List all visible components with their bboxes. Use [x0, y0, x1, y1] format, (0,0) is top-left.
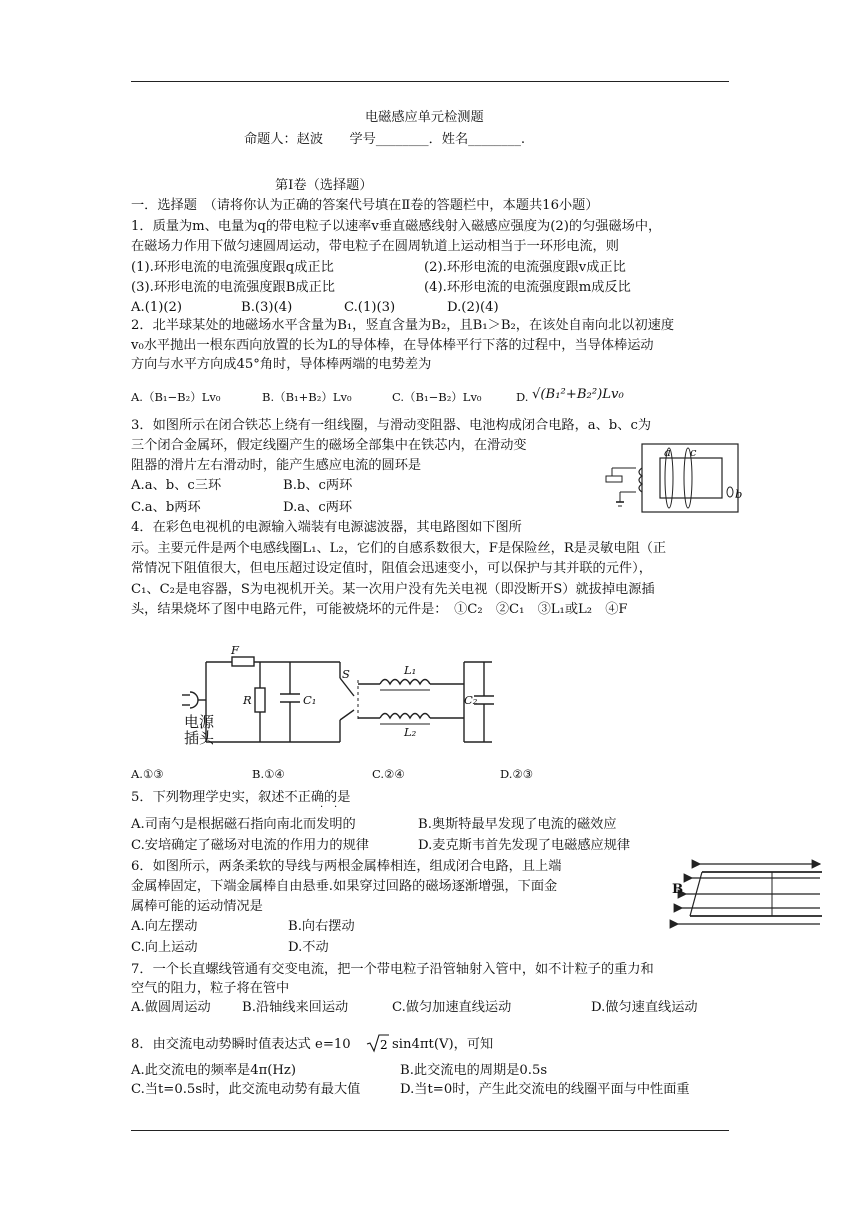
q4-l1-label: L₁ [404, 663, 417, 677]
q6-option-a: A.向左摆动 [131, 919, 198, 934]
q3-iron-core-diagram [602, 440, 742, 520]
q6-magnetic-field-diagram [672, 852, 822, 932]
q4-line4: C₁、C₂是电容器，S为电视机开关。某一次用户没有先关电视（即没断开S）就拔掉电源插 [131, 582, 655, 597]
page-title: 电磁感应单元检测题 [365, 110, 484, 125]
q2-line1: 2．北半球某处的地磁场水平含量为B₁，竖直含量为B₂，且B₁＞B₂，在该处自南向北以初速度 [131, 318, 675, 333]
q4-line2: 示。主要元件是两个电感线圈L₁、L₂，它们的自感系数很大，F是保险丝，R是灵敏电阻（正 [131, 541, 667, 556]
q7-option-a: A.做圆周运动 [131, 1000, 211, 1015]
q4-fuse-label: F [231, 643, 239, 657]
q1-option-d: D.(2)(4) [447, 300, 499, 315]
q3-line3: 阻器的滑片左右滑动时，能产生感应电流的圆环是 [131, 458, 422, 473]
q5-option-a: A.司南勺是根据磁石指向南北而发明的 [131, 817, 356, 832]
q4-switch-label: S [342, 667, 350, 681]
q6-line3: 属棒可能的运动情况是 [131, 899, 263, 914]
q3-option-d: D.a、c两环 [283, 500, 353, 515]
q1-statement-2: (2).环形电流的电流强度跟v成正比 [424, 260, 626, 275]
q4-plug-label-1: 电源 [184, 713, 215, 731]
svg-text:2: 2 [380, 1038, 388, 1052]
q6-option-c: C.向上运动 [131, 940, 198, 955]
q3-ring-a-label: a [664, 445, 671, 459]
emphasis-dot: · [320, 802, 324, 813]
q7-option-d: D.做匀速直线运动 [591, 1000, 698, 1015]
q3-option-b: B.b、c两环 [283, 478, 353, 493]
q1-statement-1: (1).环形电流的电流强度跟q成正比 [131, 260, 334, 275]
q1-statement-4: (4).环形电流的电流强度跟m成反比 [424, 280, 631, 295]
q3-line1: 3．如图所示在闭合铁芯上绕有一组线圈，与滑动变阻器、电池构成闭合电路，a、b、c为 [131, 418, 652, 433]
q1-line1: 1．质量为m、电量为q的带电粒子以速率v垂直磁感线射入磁感应强度为(2)的匀强磁场中， [131, 219, 662, 234]
q2-line3: 方向与水平方向成45°角时，导体棒两端的电势差为 [131, 357, 432, 372]
q8-option-b: B.此交流电的周期是0.5s [400, 1063, 548, 1078]
q3-option-a: A.a、b、c三环 [131, 478, 222, 493]
q7-line2: 空气的阻力，粒子将在管中 [131, 981, 290, 996]
q4-filter-circuit-diagram [180, 640, 500, 750]
q4-line1: 4．在彩色电视机的电源输入端装有电源滤波器，其电路图如下图所 [131, 520, 522, 535]
q1-statement-3: (3).环形电流的电流强度跟B成正比 [131, 280, 335, 295]
q3-ring-c-label: c [690, 445, 697, 459]
q3-option-c: C.a、b两环 [131, 500, 201, 515]
q4-line5: 头，结果烧坏了图中电路元件，可能被烧坏的元件是： ①C₂ ②C₁ ③L₁或L₂ ④F [131, 602, 628, 617]
q6-field-label: B [672, 882, 684, 897]
q2-line2: v₀水平抛出一根东西向放置的长为L的导体棒，在导体棒平行下落的过程中，当导体棒运动 [131, 338, 654, 353]
sqrt2-symbol [366, 1033, 390, 1053]
q4-option-a: A.①③ [131, 767, 164, 781]
q3-line2: 三个闭合金属环，假定线圈产生的磁场全部集中在铁芯内，在滑动变 [131, 438, 527, 453]
q7-line1: 7．一个长直螺线管通有交变电流，把一个带电粒子沿管轴射入管中，如不计粒子的重力和 [131, 962, 654, 977]
q4-c1-label: C₁ [303, 693, 317, 707]
q4-plug-label-2: 插头 [184, 729, 215, 747]
q2-option-d-prefix: D. [516, 390, 529, 404]
q8-option-c: C.当t=0.5s时，此交流电动势有最大值 [131, 1082, 361, 1097]
q2-option-c: C.（B₁−B₂）Lv₀ [392, 390, 482, 404]
q1-line2: 在磁场力作用下做匀速圆周运动，带电粒子在圆周轨道上运动相当于一环形电流，则 [131, 239, 619, 254]
q8-option-d: D.当t=0时，产生此交流电的线圈平面与中性面重 [400, 1082, 690, 1097]
q5-option-c: C.安培确定了磁场对电流的作用力的规律 [131, 838, 369, 853]
section-instructions: 一．选择题 （请将你认为正确的答案代号填在Ⅱ卷的答题栏中，本题共16小题） [131, 198, 599, 213]
q8-stem-b: sin4πt(V)，可知 [392, 1037, 494, 1052]
q8-option-a: A.此交流电的频率是4π(Hz) [131, 1063, 297, 1078]
q4-resistor-label: R [243, 693, 252, 707]
q2-option-a: A.（B₁−B₂）Lv₀ [131, 390, 221, 404]
footer-rule [131, 1130, 729, 1131]
q4-option-c: C.②④ [372, 767, 405, 781]
q1-option-a: A.(1)(2) [131, 300, 183, 315]
q4-l2-label: L₂ [404, 725, 417, 739]
q1-option-c: C.(1)(3) [344, 300, 396, 315]
q2-option-d-formula: √(B₁²+B₂²)Lv₀ [532, 387, 624, 402]
q2-option-b: B.（B₁+B₂）Lv₀ [262, 390, 352, 404]
q4-option-d: D.②③ [500, 767, 534, 781]
q6-option-b: B.向右摆动 [288, 919, 355, 934]
q3-ring-b-label: b [735, 487, 743, 501]
q1-option-b: B.(3)(4) [241, 300, 293, 315]
q6-line1: 6．如图所示，两条柔软的导线与两根金属棒相连，组成闭合电路，且上端 [131, 859, 562, 874]
q5-option-d: D.麦克斯韦首先发现了电磁感应规律 [418, 838, 631, 853]
q7-option-b: B.沿轴线来回运动 [242, 1000, 349, 1015]
q6-line2: 金属棒固定，下端金属棒自由悬垂.如果穿过回路的磁场逐渐增强，下面金 [131, 879, 558, 894]
q4-line3: 常情况下阻值很大，但电压超过设定值时，阻值会迅速变小，可以保护与其并联的元件）， [131, 561, 652, 576]
q4-c2-label: C₂ [464, 693, 478, 707]
q5-option-b: B.奥斯特最早发现了电流的磁效应 [418, 817, 617, 832]
volume-heading: 第Ⅰ卷（选择题） [275, 178, 373, 193]
q8-stem-a: 8．由交流电动势瞬时值表达式 e=10 [131, 1037, 351, 1052]
q4-option-b: B.①④ [252, 767, 285, 781]
q5-stem: 5．下列物理学史实，叙述不正确的是 [131, 790, 351, 805]
author-line: 命题人：赵波 学号________．姓名________. [244, 132, 526, 147]
header-rule [131, 81, 729, 82]
q6-option-d: D.不动 [288, 940, 329, 955]
q7-option-c: C.做匀加速直线运动 [392, 1000, 512, 1015]
emphasis-dot: · [334, 802, 338, 813]
